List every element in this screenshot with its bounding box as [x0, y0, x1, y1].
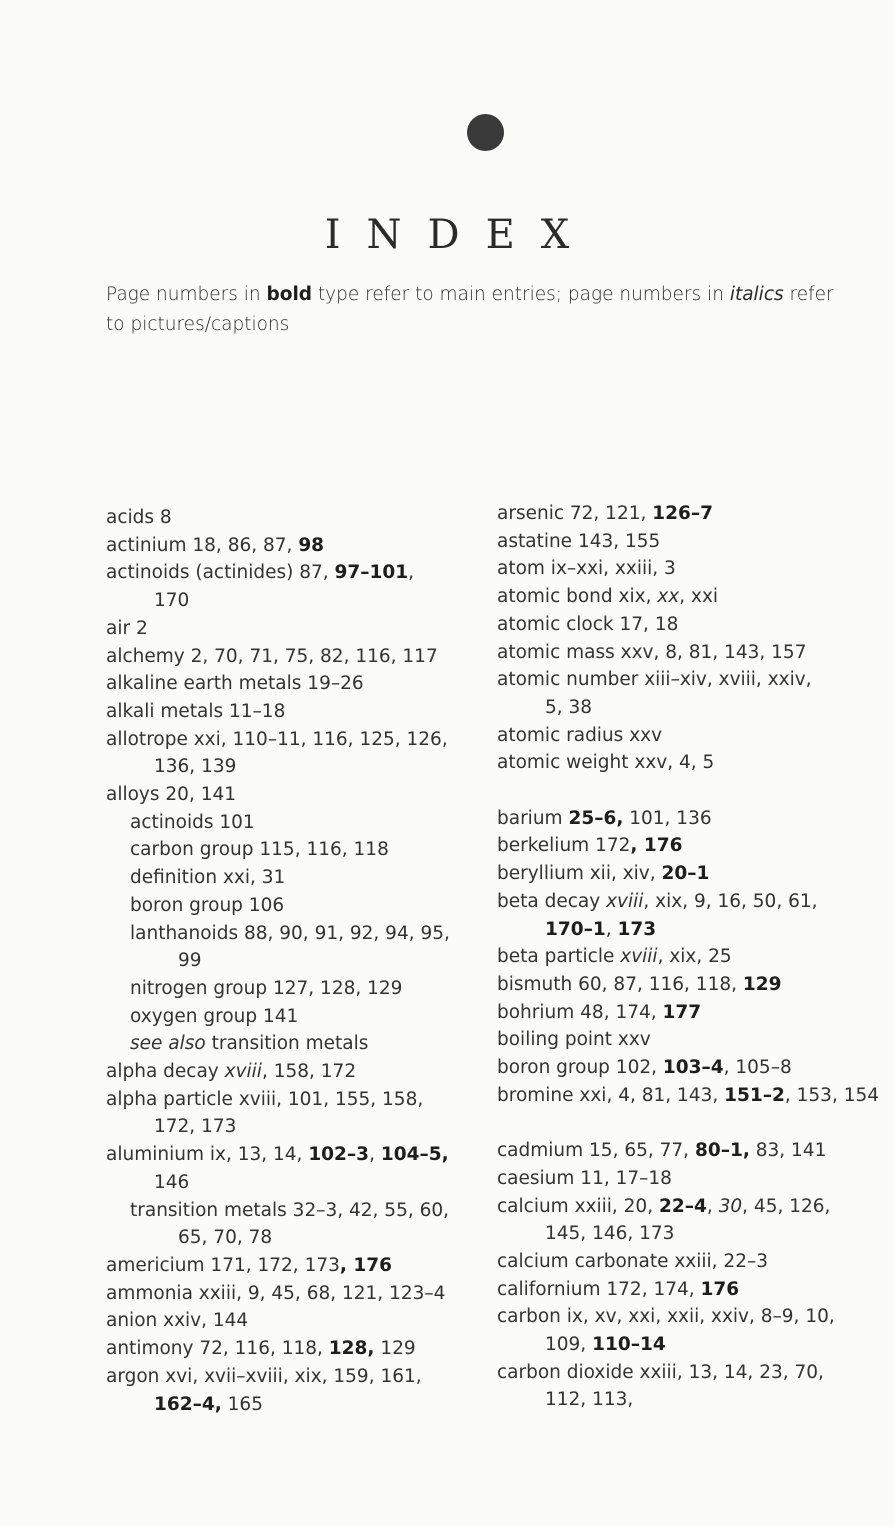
text-segment: aluminium ix, 13, 14, — [106, 1144, 309, 1166]
text-segment: xviii — [224, 1061, 262, 1083]
text-segment: Page numbers in — [106, 284, 267, 305]
index-entry — [497, 1303, 892, 1358]
text-segment: 104–5, — [380, 1144, 449, 1166]
index-intro-note — [106, 280, 836, 340]
text-segment: 162–4, — [154, 1393, 222, 1415]
text-segment: , — [369, 1144, 381, 1166]
text-segment: bromine xxi, 4, 81, 143, — [497, 1084, 725, 1106]
index-subentry — [106, 1030, 476, 1058]
text-segment: bold — [266, 284, 313, 305]
text-segment: 129 — [742, 973, 782, 995]
index-subentry — [106, 836, 476, 864]
index-subentry — [106, 809, 476, 837]
text-segment: antimony 72, 116, 118, — [106, 1338, 329, 1360]
text-segment: 176 — [700, 1278, 740, 1300]
text-segment: carbon ix, xv, xxi, xxii, xxiv, 8–9, 10, — [497, 1306, 835, 1328]
text-segment: 110–14 — [592, 1334, 666, 1356]
index-entry — [497, 722, 892, 750]
text-segment: 129 — [374, 1338, 416, 1360]
text-segment: 145, 146, 173 — [545, 1223, 675, 1245]
index-subentry — [106, 920, 476, 975]
index-entry — [106, 1141, 476, 1196]
text-segment: beta particle — [497, 946, 621, 968]
text-segment: atomic mass xxv, 8, 81, 143, 157 — [497, 641, 807, 663]
index-entry — [106, 504, 476, 532]
index-entry — [106, 532, 476, 560]
text-segment: 173 — [617, 918, 657, 940]
text-segment: atomic number xiii–xiv, xviii, xxiv, — [497, 669, 812, 691]
letter-gap — [497, 777, 892, 805]
text-segment: , — [706, 1195, 719, 1217]
text-segment: actinoids (actinides) 87, — [106, 562, 335, 584]
text-segment: oxygen group 141 — [130, 1005, 299, 1027]
text-segment: atomic weight xxv, 4, 5 — [497, 752, 715, 774]
index-entry — [497, 1082, 892, 1110]
index-subentry — [106, 1003, 476, 1031]
text-segment: xviii — [620, 946, 658, 968]
text-segment: alloys 20, 141 — [106, 784, 237, 806]
text-segment: 165 — [221, 1393, 263, 1415]
text-segment: 65, 70, 78 — [178, 1227, 273, 1249]
text-segment: , 105–8 — [723, 1057, 792, 1079]
text-segment: 25–6, — [568, 807, 624, 829]
index-entry — [497, 639, 892, 667]
text-segment: 101, 136 — [623, 807, 712, 829]
index-column-left — [106, 504, 476, 1418]
text-segment: acids 8 — [106, 507, 172, 528]
text-segment: alkali metals 11–18 — [106, 700, 286, 722]
text-segment: xx — [657, 586, 680, 608]
text-segment: calcium xxiii, 20, — [497, 1195, 659, 1217]
text-segment: atomic clock 17, 18 — [497, 613, 679, 635]
text-segment: actinoids 101 — [130, 811, 255, 833]
text-segment: , xix, 9, 16, 50, 61, — [643, 890, 818, 912]
text-segment: , 45, 126, — [742, 1195, 831, 1217]
text-segment: 103–4 — [662, 1057, 724, 1079]
index-column-right — [497, 500, 892, 1414]
text-segment: , — [605, 918, 618, 940]
text-segment: 97–101 — [334, 562, 409, 584]
text-segment: 5, 38 — [545, 696, 593, 718]
index-entry — [497, 1054, 892, 1082]
text-segment: lanthanoids 88, 90, 91, 92, 94, 95, — [130, 922, 450, 944]
text-segment: 128, — [328, 1338, 375, 1360]
text-segment: 80–1, — [694, 1140, 750, 1162]
index-subentry — [106, 892, 476, 920]
text-segment: , 176 — [339, 1254, 392, 1276]
text-segment: calcium carbonate xxiii, 22–3 — [497, 1250, 768, 1272]
text-segment: atom ix–xxi, xxiii, 3 — [497, 558, 676, 580]
text-segment: type refer to main entries; page numbers in — [312, 284, 730, 305]
index-entry — [106, 615, 476, 643]
text-segment: beta decay — [497, 890, 607, 912]
index-entry — [106, 726, 476, 781]
text-segment: barium — [497, 807, 569, 829]
text-segment: , — [408, 562, 415, 584]
decorative-dot — [467, 114, 504, 151]
text-segment: 22–4 — [658, 1195, 707, 1217]
text-segment: caesium 11, 17–18 — [497, 1167, 672, 1189]
letter-gap — [497, 1109, 892, 1137]
text-segment: alpha particle xviii, 101, 155, 158, — [106, 1088, 424, 1110]
index-entry — [497, 1026, 892, 1054]
text-segment: 136, 139 — [154, 756, 237, 778]
index-subentry — [106, 975, 476, 1003]
index-entry — [106, 1307, 476, 1335]
text-segment: , 176 — [630, 835, 683, 857]
index-entry — [497, 583, 892, 611]
text-segment: alchemy 2, 70, 71, 75, 82, 116, 117 — [106, 645, 438, 667]
text-segment: see also — [130, 1033, 206, 1055]
text-segment: atomic bond xix, — [497, 586, 658, 608]
page-title: INDEX — [324, 212, 596, 258]
index-entry — [497, 999, 892, 1027]
index-entry — [106, 559, 476, 614]
index-entry — [497, 528, 892, 556]
text-segment: 126–7 — [652, 503, 714, 524]
index-entry — [106, 1280, 476, 1308]
text-segment: beryllium xii, xiv, — [497, 863, 662, 885]
index-entry — [497, 749, 892, 777]
index-entry — [106, 1335, 476, 1363]
text-segment: boron group 102, — [497, 1057, 663, 1079]
text-segment: 172, 173 — [154, 1116, 237, 1138]
text-segment: 102–3 — [308, 1144, 370, 1166]
index-entry — [106, 670, 476, 698]
text-segment: transition metals 32–3, 42, 55, 60, — [130, 1199, 450, 1221]
text-segment: xviii — [606, 890, 644, 912]
text-segment: italics — [729, 284, 784, 305]
index-entry — [106, 1086, 476, 1141]
text-segment: 151–2 — [724, 1084, 785, 1106]
text-segment: alpha decay — [106, 1061, 225, 1083]
index-entry — [497, 500, 892, 528]
index-entry — [497, 888, 892, 943]
text-segment: 30 — [718, 1195, 743, 1217]
index-entry — [106, 1363, 476, 1418]
text-segment: alkaline earth metals 19–26 — [106, 673, 364, 695]
index-entry — [106, 1252, 476, 1280]
text-segment: , xxi — [679, 586, 719, 608]
index-entry — [497, 1165, 892, 1193]
index-subentry — [106, 1197, 476, 1252]
text-segment: allotrope xxi, 110–11, 116, 125, 126, — [106, 728, 448, 750]
text-segment: 20–1 — [661, 863, 710, 885]
text-segment: 112, 113, — [545, 1389, 634, 1411]
text-segment: californium 172, 174, — [497, 1278, 701, 1300]
text-segment: boron group 106 — [130, 894, 285, 916]
text-segment: bohrium 48, 174, — [497, 1001, 663, 1023]
index-entry — [106, 643, 476, 671]
index-entry — [497, 1193, 892, 1248]
index-entry — [497, 1137, 892, 1165]
index-entry — [497, 832, 892, 860]
text-segment: cadmium 15, 65, 77, — [497, 1140, 695, 1162]
text-segment: americium 171, 172, 173 — [106, 1254, 340, 1276]
text-segment: , xix, 25 — [657, 946, 732, 968]
text-segment: nitrogen group 127, 128, 129 — [130, 977, 403, 999]
index-entry — [497, 805, 892, 833]
text-segment: transition metals — [205, 1033, 369, 1055]
text-segment: actinium 18, 86, 87, — [106, 534, 299, 556]
index-entry — [497, 1276, 892, 1304]
text-segment: , 153, 154 — [784, 1084, 880, 1106]
text-segment: atomic radius xxv — [497, 724, 663, 746]
text-segment: berkelium 172 — [497, 835, 631, 857]
index-subentry — [106, 864, 476, 892]
index-entry — [497, 666, 892, 721]
text-segment: 99 — [178, 950, 202, 972]
index-entry — [497, 1359, 892, 1414]
index-entry — [497, 971, 892, 999]
text-segment: argon xvi, xvii–xviii, xix, 159, 161, — [106, 1365, 422, 1387]
text-segment: 177 — [662, 1001, 702, 1023]
index-entry — [497, 860, 892, 888]
index-entry — [497, 611, 892, 639]
text-segment: definition xxi, 31 — [130, 867, 286, 889]
index-entry — [497, 943, 892, 971]
text-segment: bismuth 60, 87, 116, 118, — [497, 973, 743, 995]
text-segment: arsenic 72, 121, — [497, 503, 653, 524]
text-segment: 146 — [154, 1171, 190, 1193]
index-entry — [497, 1248, 892, 1276]
index-entry — [106, 781, 476, 809]
text-segment: 109, — [545, 1334, 593, 1356]
text-segment: 170 — [154, 590, 190, 612]
text-segment: anion xxiv, 144 — [106, 1310, 249, 1332]
text-segment: carbon dioxide xxiii, 13, 14, 23, 70, — [497, 1361, 824, 1383]
text-segment: carbon group 115, 116, 118 — [130, 839, 389, 861]
text-segment: refer to pictures/captions — [106, 284, 834, 335]
text-segment: ammonia xxiii, 9, 45, 68, 121, 123–4 — [106, 1282, 446, 1304]
index-entry — [497, 555, 892, 583]
text-segment: 98 — [298, 534, 325, 556]
text-segment: air 2 — [106, 617, 148, 639]
text-segment: boiling point xxv — [497, 1029, 651, 1051]
index-entry — [106, 698, 476, 726]
index-entry — [106, 1058, 476, 1086]
text-segment: 170–1 — [545, 918, 606, 940]
text-segment: , 158, 172 — [261, 1061, 357, 1083]
text-segment: astatine 143, 155 — [497, 530, 661, 552]
text-segment: 83, 141 — [749, 1140, 827, 1162]
